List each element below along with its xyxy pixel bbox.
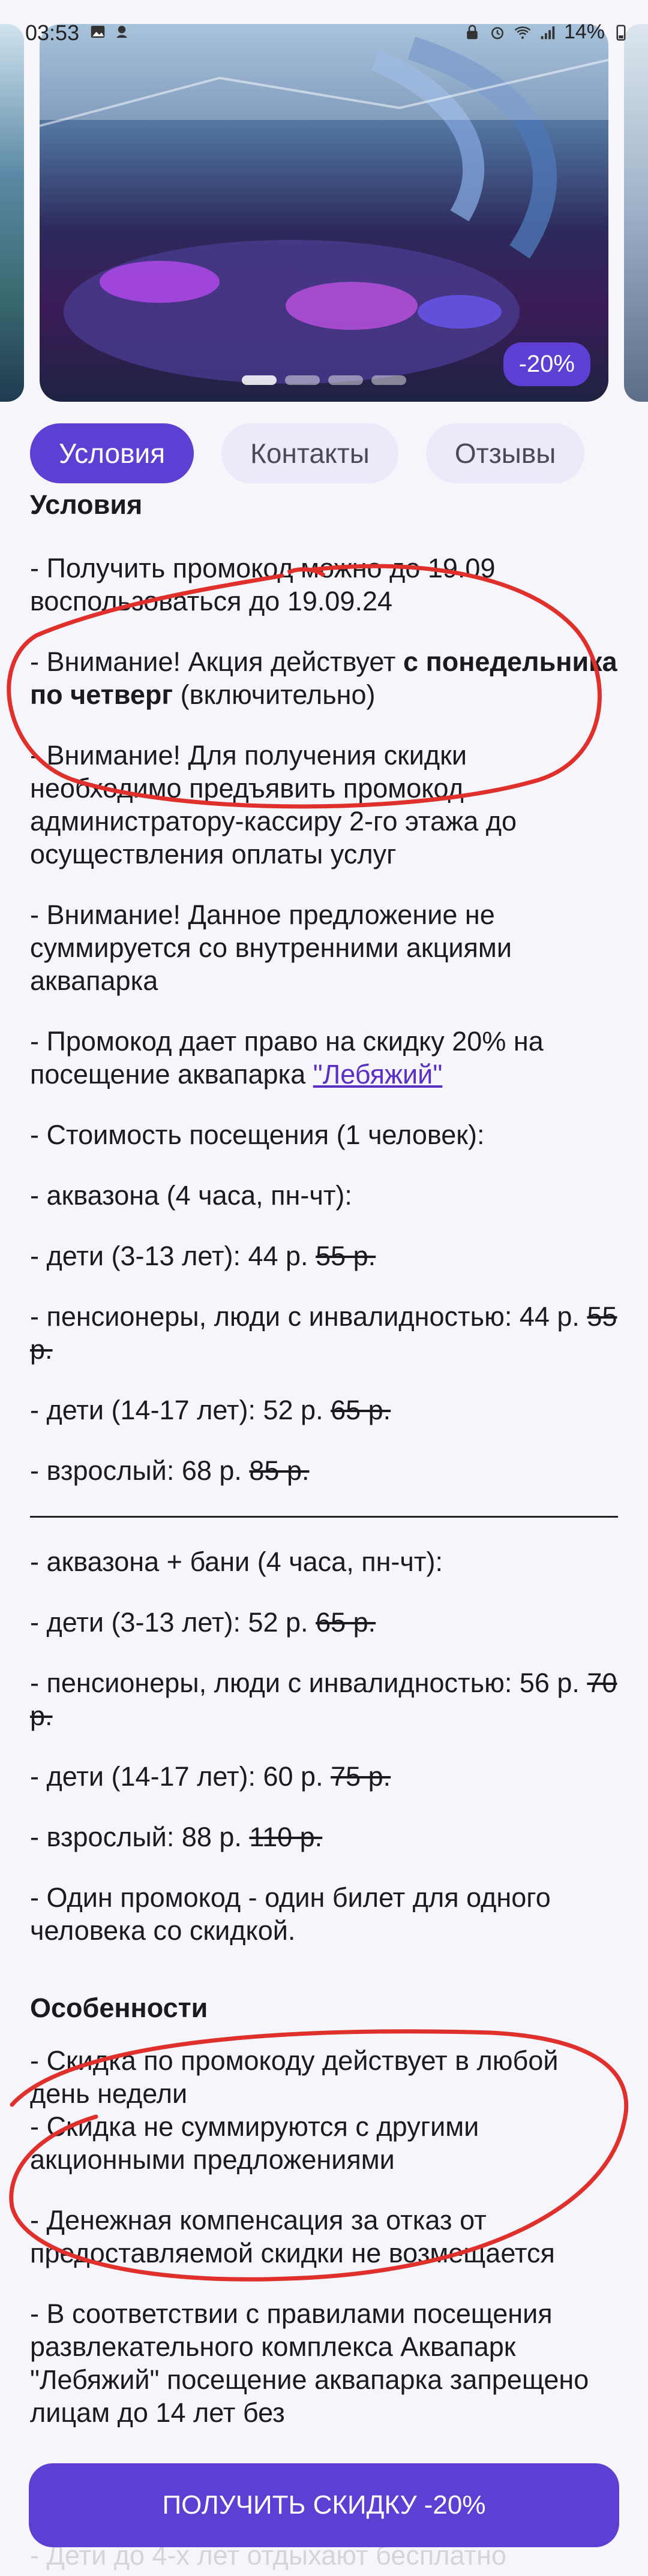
old-price: 75 р. [331, 1761, 391, 1792]
conditions-content [30, 486, 624, 2429]
status-time: 03:53 [25, 20, 80, 45]
tab-conditions[interactable]: Условия [30, 423, 194, 483]
condition-item: - Внимание! Данное предложение не суммируется со внутренними акциями аквапарка [30, 899, 512, 996]
condition-item: - Промокод дает право на скидку 20% на посещение аквапарка "Лебяжий" [30, 1026, 544, 1090]
lebyazhiy-link[interactable]: "Лебяжий" [313, 1059, 443, 1090]
condition-item: - Внимание! Акция действует с понедельника по четверг (включительно) [30, 646, 617, 710]
gallery-icon [89, 23, 107, 41]
price-section-title: - аквазона (4 часа, пн-чт): [30, 1180, 352, 1211]
old-price: 65 р. [316, 1607, 376, 1638]
divider [30, 1516, 618, 1518]
old-price: 110 р. [249, 1822, 323, 1852]
price-row: - дети (3-13 лет): 52 р. 65 р. [30, 1607, 376, 1638]
old-price: 85 р. [249, 1455, 310, 1486]
price-row: - дети (3-13 лет): 44 р. 55 р. [30, 1241, 376, 1271]
price-row: - взрослый: 88 р. 110 р. [30, 1822, 323, 1852]
app-notification-icon [113, 23, 131, 41]
old-price: 55 р. [30, 1301, 617, 1365]
discount-badge: -20% [503, 342, 590, 386]
status-bar [0, 0, 648, 54]
lock-icon [463, 23, 481, 41]
old-price: 55 р. [316, 1241, 376, 1271]
battery-percent: 14% [563, 20, 605, 43]
signal-icon [539, 23, 557, 41]
price-row: - пенсионеры, люди с инвалидностью: 56 р. 70 р. [30, 1668, 617, 1731]
condition-item: - Получить промокод можно до 19.09 воспользоваться до 19.09.24 [30, 553, 496, 616]
price-section-title: - аквазона + бани (4 часа, пн-чт): [30, 1546, 443, 1577]
feature-item: - Скидка по промокоду действует в любой день недели [30, 2045, 559, 2109]
features-heading: Особенности [30, 1993, 208, 2023]
conditions-heading: Условия [30, 489, 143, 520]
pagination-dot[interactable] [285, 375, 320, 385]
price-row: - дети (14-17 лет): 52 р. 65 р. [30, 1395, 391, 1425]
image-carousel[interactable] [0, 24, 648, 402]
price-row: - дети (14-17 лет): 60 р. 75 р. [30, 1761, 391, 1792]
previous-slide[interactable] [0, 24, 24, 402]
pagination-dot[interactable] [328, 375, 363, 385]
battery-icon [612, 23, 630, 41]
tab-reviews[interactable]: Отзывы [426, 423, 585, 483]
feature-item: - Денежная компенсация за отказ от предоставляемой скидки не возмещается [30, 2205, 555, 2268]
tab-bar [30, 423, 584, 483]
old-price: 70 р. [30, 1668, 617, 1731]
wifi-icon [514, 23, 532, 41]
feature-item: - Скидка не суммируются с другими акционными предложениями [30, 2111, 479, 2175]
next-slide[interactable] [624, 24, 648, 402]
condition-item: - Внимание! Для получения скидки необходимо предъявить промокод администратору-кассиру 2-го этажа до осуществления оплаты услуг [30, 740, 517, 869]
feature-item: - В соответствии с правилами посещения развлекательного комплекса Аквапарк "Лебяжий" посещение аквапарка запрещено лицам до 14 лет без [30, 2298, 589, 2428]
alarm-icon [488, 23, 506, 41]
condition-item: - Стоимость посещения (1 человек): [30, 1120, 485, 1150]
condition-item: - Один промокод - один билет для одного человека со скидкой. [30, 1882, 551, 1946]
price-row: - пенсионеры, люди с инвалидностью: 44 р. 55 р. [30, 1301, 617, 1365]
old-price: 65 р. [331, 1395, 391, 1425]
pagination-dot[interactable] [371, 375, 406, 385]
tab-contacts[interactable]: Контакты [221, 423, 398, 483]
pagination-dot[interactable] [242, 375, 277, 385]
price-row: - взрослый: 68 р. 85 р. [30, 1455, 310, 1486]
get-discount-button[interactable]: ПОЛУЧИТЬ СКИДКУ -20% [29, 2463, 619, 2547]
water-park-photo[interactable] [40, 24, 608, 402]
